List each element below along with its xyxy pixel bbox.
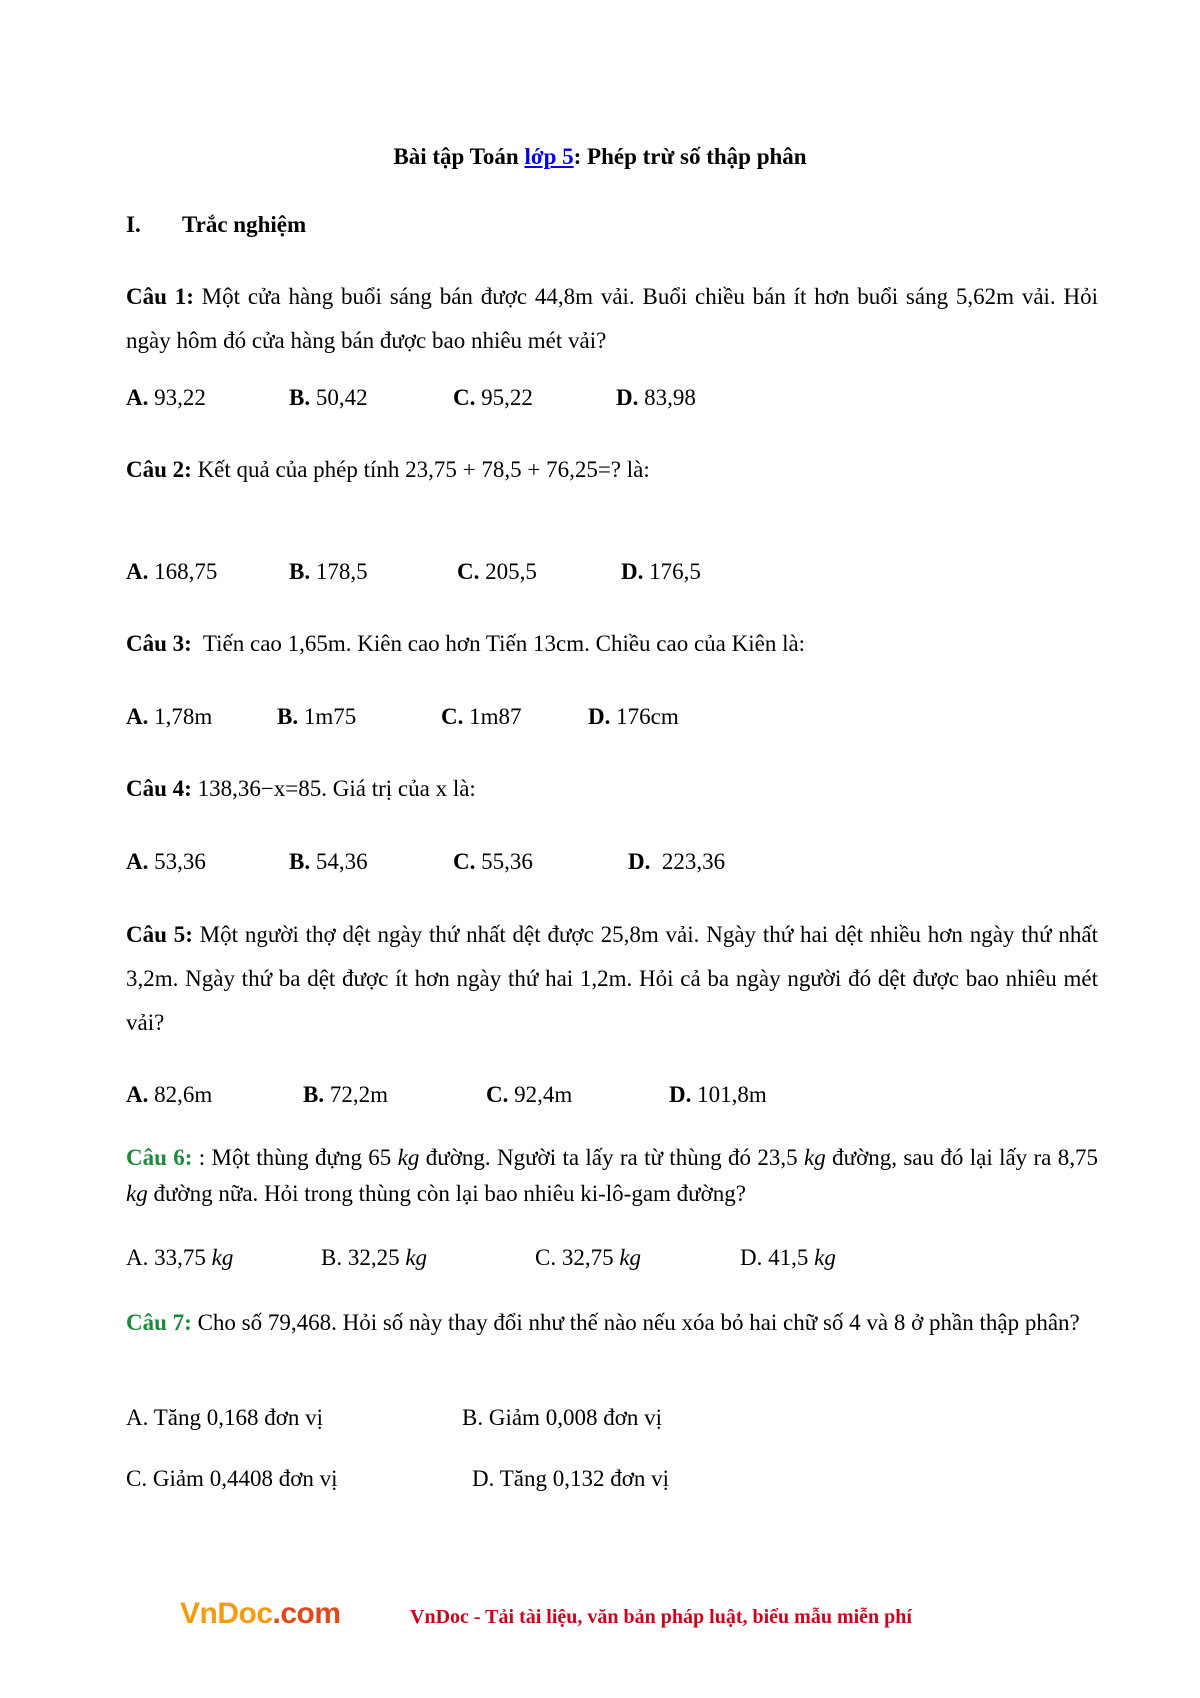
question-5-label: Câu 5: bbox=[126, 922, 193, 947]
question-6-text-3: đường, sau đó lại lấy ra 8,75 bbox=[825, 1145, 1098, 1170]
option-b[interactable] bbox=[321, 1245, 427, 1271]
unit-kg: kg bbox=[405, 1245, 428, 1270]
option-value: 72,2m bbox=[324, 1082, 388, 1107]
unit-kg: kg bbox=[397, 1145, 420, 1170]
option-b[interactable]: B. Giảm 0,008 đơn vị bbox=[462, 1405, 662, 1430]
logo-vn: Vn bbox=[180, 1597, 218, 1630]
option-letter: A. bbox=[126, 849, 149, 874]
option-d[interactable] bbox=[621, 559, 701, 585]
question-6 bbox=[126, 1140, 1098, 1212]
option-b[interactable] bbox=[277, 704, 356, 730]
option-d[interactable] bbox=[588, 704, 679, 730]
question-6-text-1: : Một thùng đựng 65 bbox=[192, 1145, 398, 1170]
option-a[interactable] bbox=[126, 849, 206, 875]
option-c[interactable] bbox=[457, 559, 537, 585]
question-1-text: Một cửa hàng buổi sáng bán được 44,8m vải. Buổi chiều bán ít hơn buổi sáng 5,62m vải. Hỏi ngày hôm đó cửa hàng bán được bao nhiêu mét vải? bbox=[126, 284, 1098, 353]
question-2 bbox=[126, 448, 1098, 492]
option-value: 178,5 bbox=[310, 559, 368, 584]
option-letter: D. bbox=[621, 559, 644, 584]
question-5 bbox=[126, 913, 1098, 1045]
option-letter: D. bbox=[669, 1082, 692, 1107]
option-text: C. 32,75 bbox=[535, 1245, 620, 1270]
option-text: D. 41,5 bbox=[740, 1245, 815, 1270]
section-label: Trắc nghiệm bbox=[182, 212, 307, 237]
option-value: 168,75 bbox=[148, 559, 218, 584]
option-a[interactable] bbox=[126, 385, 206, 411]
option-letter: B. bbox=[277, 704, 299, 729]
footer-tagline: VnDoc - Tải tài liệu, văn bản pháp luật, biểu mẫu miễn phí bbox=[410, 1606, 912, 1628]
option-letter: C. bbox=[486, 1082, 509, 1107]
question-5-text: Một người thợ dệt ngày thứ nhất dệt được 25,8m vải. Ngày thứ hai dệt nhiều hơn ngày thứ nhất 3,2m. Ngày thứ ba dệt được ít hơn ngày thứ hai 1,2m. Hỏi cả ba ngày người đó dệt được bao nhiêu mét vải? bbox=[126, 922, 1098, 1035]
option-a[interactable] bbox=[126, 704, 212, 730]
question-4 bbox=[126, 767, 1098, 811]
option-value: 101,8m bbox=[691, 1082, 767, 1107]
option-letter: C. bbox=[457, 559, 480, 584]
question-1 bbox=[126, 275, 1098, 363]
option-value: 82,6m bbox=[148, 1082, 213, 1107]
option-letter: A. bbox=[126, 385, 149, 410]
option-a[interactable] bbox=[126, 1245, 233, 1271]
option-value: 223,36 bbox=[650, 849, 726, 874]
option-value: 92,4m bbox=[508, 1082, 573, 1107]
grade-link[interactable]: lớp 5 bbox=[524, 144, 574, 169]
option-c[interactable] bbox=[535, 1245, 641, 1271]
unit-kg: kg bbox=[126, 1181, 148, 1206]
option-value: 53,36 bbox=[148, 849, 206, 874]
unit-kg: kg bbox=[804, 1145, 826, 1170]
vndoc-logo[interactable] bbox=[180, 1597, 341, 1631]
option-letter: D. bbox=[588, 704, 611, 729]
option-letter: B. bbox=[289, 849, 311, 874]
option-d[interactable] bbox=[669, 1082, 767, 1108]
title-prefix: Bài tập Toán bbox=[393, 144, 525, 169]
option-d[interactable] bbox=[740, 1245, 836, 1271]
option-value: 55,36 bbox=[475, 849, 533, 874]
option-d[interactable] bbox=[616, 385, 696, 411]
option-c[interactable]: C. Giảm 0,4408 đơn vị bbox=[126, 1466, 338, 1491]
option-letter: C. bbox=[441, 704, 464, 729]
question-3-text: Tiến cao 1,65m. Kiên cao hơn Tiến 13cm. Chiều cao của Kiên là: bbox=[191, 631, 806, 656]
option-value: 176,5 bbox=[643, 559, 701, 584]
option-value: 205,5 bbox=[479, 559, 537, 584]
unit-kg: kg bbox=[211, 1245, 234, 1270]
question-3 bbox=[126, 622, 1098, 666]
option-text: A. 33,75 bbox=[126, 1245, 212, 1270]
option-d[interactable]: D. Tăng 0,132 đơn vị bbox=[472, 1466, 670, 1491]
question-7-text: Cho số 79,468. Hỏi số này thay đổi như thế nào nếu xóa bỏ hai chữ số 4 và 8 ở phần thập phân? bbox=[191, 1310, 1080, 1335]
option-value: 176cm bbox=[610, 704, 679, 729]
unit-kg: kg bbox=[814, 1245, 836, 1270]
option-value: 1m75 bbox=[298, 704, 357, 729]
question-6-text-4: đường nữa. Hỏi trong thùng còn lại bao nhiêu ki-lô-gam đường? bbox=[147, 1181, 746, 1206]
option-c[interactable] bbox=[453, 849, 533, 875]
question-3-label: Câu 3: bbox=[126, 631, 192, 656]
option-a[interactable] bbox=[126, 1082, 212, 1108]
logo-com: .com bbox=[272, 1597, 341, 1630]
option-b[interactable] bbox=[289, 849, 368, 875]
option-letter: D. bbox=[628, 849, 651, 874]
option-a[interactable]: A. Tăng 0,168 đơn vị bbox=[126, 1405, 324, 1430]
question-6-text-2: đường. Người ta lấy ra từ thùng đó 23,5 bbox=[419, 1145, 805, 1170]
question-1-label: Câu 1: bbox=[126, 284, 194, 309]
question-2-text: Kết quả của phép tính 23,75 + 78,5 + 76,25=? là: bbox=[191, 457, 650, 482]
option-letter: B. bbox=[303, 1082, 325, 1107]
section-heading bbox=[126, 212, 306, 238]
option-c[interactable] bbox=[453, 385, 533, 411]
option-value: 83,98 bbox=[638, 385, 696, 410]
section-number: I. bbox=[126, 212, 141, 237]
option-value: 93,22 bbox=[148, 385, 206, 410]
option-c[interactable] bbox=[441, 704, 522, 730]
option-b[interactable] bbox=[289, 385, 368, 411]
option-letter: B. bbox=[289, 385, 311, 410]
option-value: 95,22 bbox=[475, 385, 533, 410]
option-value: 1,78m bbox=[148, 704, 213, 729]
logo-doc: Doc bbox=[217, 1597, 273, 1630]
option-letter: A. bbox=[126, 1082, 149, 1107]
option-b[interactable] bbox=[289, 559, 368, 585]
question-7-label: Câu 7: bbox=[126, 1310, 192, 1335]
option-letter: B. bbox=[289, 559, 311, 584]
option-letter: C. bbox=[453, 849, 476, 874]
option-letter: A. bbox=[126, 704, 149, 729]
option-c[interactable] bbox=[486, 1082, 572, 1108]
option-a[interactable] bbox=[126, 559, 217, 585]
option-text: B. 32,25 bbox=[321, 1245, 406, 1270]
option-letter: A. bbox=[126, 559, 149, 584]
question-4-label: Câu 4: bbox=[126, 776, 192, 801]
option-letter: D. bbox=[616, 385, 639, 410]
question-4-text: 138,36−x=85. Giá trị của x là: bbox=[191, 776, 476, 801]
option-value: 1m87 bbox=[463, 704, 522, 729]
option-value: 50,42 bbox=[310, 385, 368, 410]
option-b[interactable] bbox=[303, 1082, 388, 1108]
title-suffix: : Phép trừ số thập phân bbox=[573, 144, 807, 169]
option-value: 54,36 bbox=[310, 849, 368, 874]
option-d[interactable] bbox=[628, 849, 725, 875]
page-title bbox=[0, 144, 1200, 170]
question-2-label: Câu 2: bbox=[126, 457, 192, 482]
question-7 bbox=[126, 1305, 1098, 1341]
unit-kg: kg bbox=[619, 1245, 642, 1270]
question-6-label: Câu 6: bbox=[126, 1145, 193, 1170]
option-letter: C. bbox=[453, 385, 476, 410]
